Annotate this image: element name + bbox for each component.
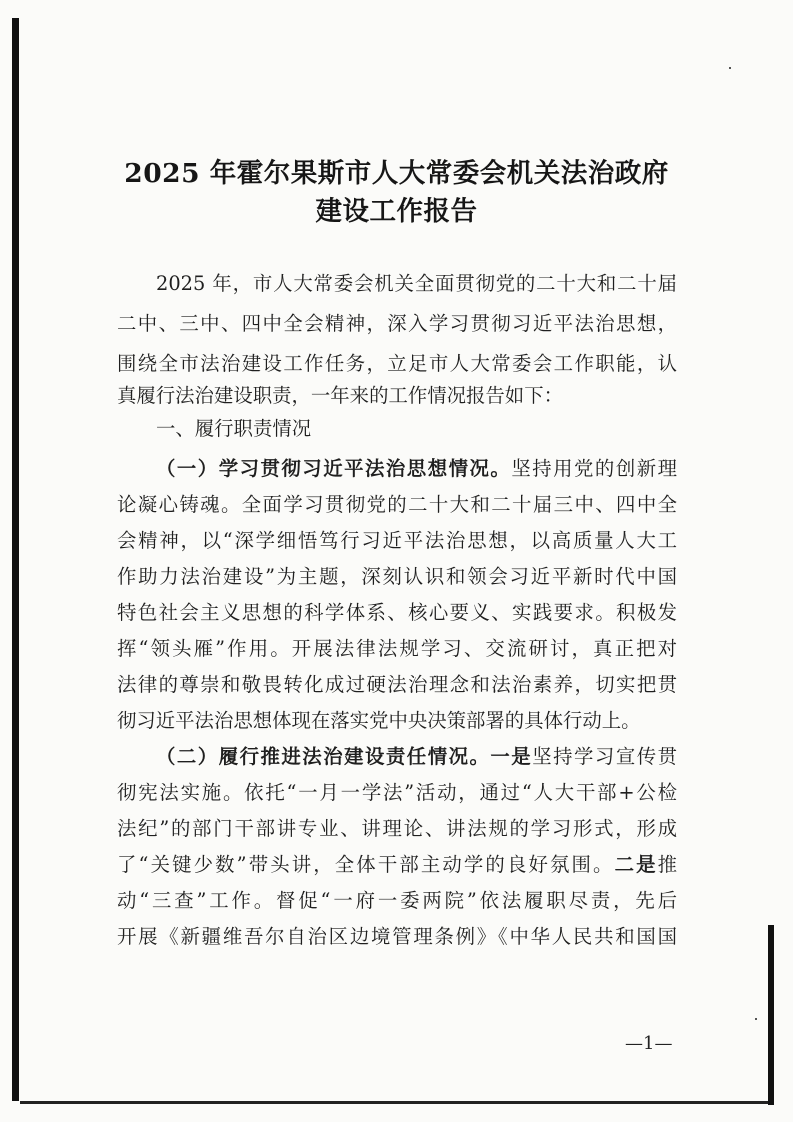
body-line: 会精神，以“深学细悟笃行习近平法治思想，以高质量人大工 bbox=[117, 529, 677, 552]
subsection-2-text: 坚持学习宣传贯 bbox=[532, 745, 678, 768]
point-two-marker: 二是 bbox=[614, 853, 658, 876]
body-line: 论凝心铸魂。全面学习贯彻党的二十大和二十届三中、四中全 bbox=[117, 493, 677, 516]
subsection-1-text: 坚持用党的创新理 bbox=[511, 457, 678, 480]
subsection-1-heading: （一）学习贯彻习近平法治思想情况。 bbox=[156, 457, 512, 480]
body-line-with-marker bbox=[117, 851, 677, 879]
scan-speck bbox=[729, 67, 731, 69]
body-line: 彻宪法实施。依托“一月一学法”活动，通过“人大干部+公检 bbox=[117, 781, 677, 804]
title-line-1: 2025 年霍尔果斯市人大常委会机关法治政府 bbox=[124, 158, 669, 189]
subsection-1-first-line bbox=[156, 455, 677, 483]
scan-speck bbox=[755, 1018, 757, 1020]
body-line: 特色社会主义思想的科学体系、核心要义、实践要求。积极发 bbox=[117, 601, 677, 624]
scan-border-bottom bbox=[20, 1101, 768, 1104]
body-text: 推 bbox=[657, 853, 678, 876]
scan-border-right bbox=[768, 925, 774, 1105]
title-line-2: 建设工作报告 bbox=[315, 196, 478, 227]
body-line: 动“三查”工作。督促“一府一委两院”依法履职尽责，先后 bbox=[117, 889, 677, 912]
body-line: 作助力法治建设”为主题，深刻认识和领会习近平新时代中国 bbox=[117, 565, 677, 588]
body-line: 彻习近平法治思想体现在落实党中央决策部署的具体行动上。 bbox=[117, 709, 641, 732]
subsection-2-first-line bbox=[156, 743, 677, 771]
intro-line: 围绕全市法治建设工作任务，立足市人大常委会工作职能，认 bbox=[117, 352, 677, 375]
intro-line: 2025 年，市人大常委会机关全面贯彻党的二十大和二十届 bbox=[156, 272, 677, 295]
intro-line: 二中、三中、四中全会精神，深入学习贯彻习近平法治思想， bbox=[117, 312, 677, 335]
intro-line: 真履行法治建设职责，一年来的工作情况报告如下： bbox=[117, 384, 563, 407]
body-line: 开展《新疆维吾尔自治区边境管理条例》《中华人民共和国国 bbox=[117, 925, 677, 948]
point-one-marker: 一是 bbox=[490, 745, 533, 768]
body-line: 法律的尊崇和敬畏转化成过硬法治理念和法治素养，切实把贯 bbox=[117, 673, 677, 696]
page-title bbox=[0, 155, 793, 231]
subsection-2-heading: （二）履行推进法治建设责任情况。 bbox=[156, 745, 491, 768]
body-text: 了“关键少数”带头讲，全体干部主动学的良好氛围。 bbox=[117, 853, 615, 876]
page-number: —1— bbox=[625, 1033, 673, 1054]
body-line: 法纪”的部门干部讲专业、讲理论、讲法规的学习形式，形成 bbox=[117, 817, 677, 840]
body-line: 挥“领头雁”作用。开展法律法规学习、交流研讨，真正把对 bbox=[117, 637, 677, 660]
section-heading: 一、履行职责情况 bbox=[156, 417, 312, 440]
